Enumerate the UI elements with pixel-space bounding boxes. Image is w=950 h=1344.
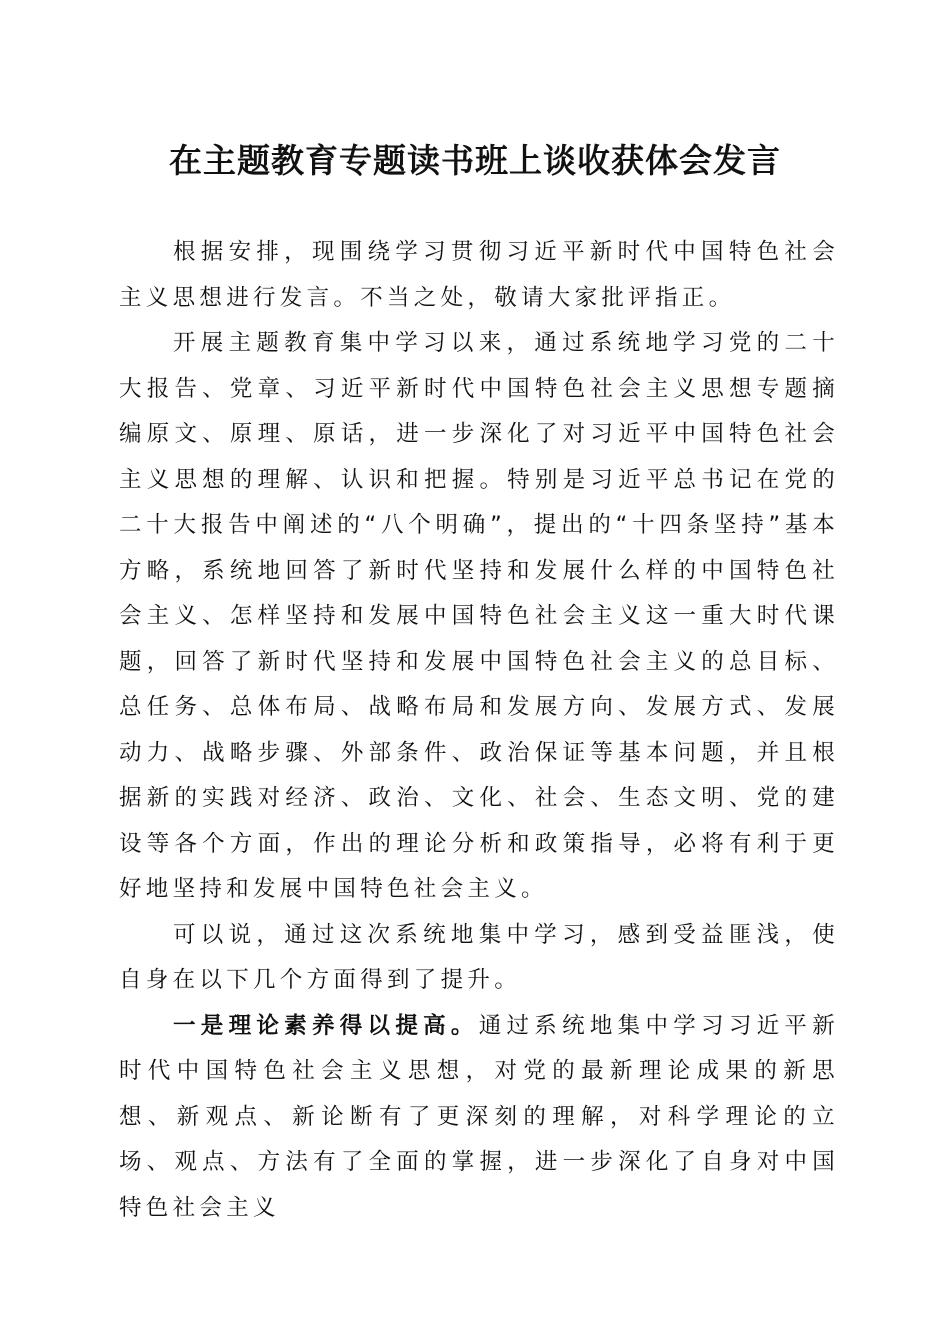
paragraph-text: 开展主题教育集中学习以来，通过系统地学习党的二十大报告、党章、习近平新时代中国特色社会主义思想专题摘编原文、原理、原话，进一步深化了对习近平中国特色社会主义思想的理解、认识和把握。特别是习近平总书记在党的二十大报告中阐述的“八个明确”，提出的“十四条坚持”基本方略，系统地回答了新时代坚持和发展什么样的中国特色社会主义、怎样坚持和发展中国特色社会主义这一重大时代课题，回答了新时代坚持和发展中国特色社会主义的总目标、总任务、总体布局、战略布局和发展方向、发展方式、发展动力、战略步骤、外部条件、政治保证等基本问题，并且根据新的实践对经济、政治、文化、社会、生态文明、党的建设等各个方面，作出的理论分析和政策指导，必将有利于更好地坚持和发展中国特色社会主义。	[119, 330, 839, 902]
document-title: 在主题教育专题读书班上谈收获体会发言	[169, 141, 781, 180]
paragraph-text: 通过系统地集中学习习近平新时代中国特色社会主义思想，对党的最新理论成果的新思想、新观点、新论断有了更深刻的理解，对科学理论的立场、观点、方法有了全面的掌握，进一步深化了自身对中国特色社会主义	[119, 1012, 839, 1221]
paragraph-intro	[119, 230, 839, 321]
paragraph-text: 可以说，通过这次系统地集中学习，感到受益匪浅，使自身在以下几个方面得到了提升。	[119, 921, 839, 993]
paragraph-lead: 一是理论素养得以提高。	[173, 1012, 479, 1039]
paragraph-benefits	[119, 913, 839, 1004]
paragraph-text: 根据安排，现围绕学习贯彻习近平新时代中国特色社会主义思想进行发言。不当之处，敬请大家批评指正。	[119, 239, 839, 311]
paragraph-study-summary	[119, 321, 839, 913]
document-body	[119, 230, 839, 1231]
paragraph-point-one	[119, 1004, 839, 1232]
